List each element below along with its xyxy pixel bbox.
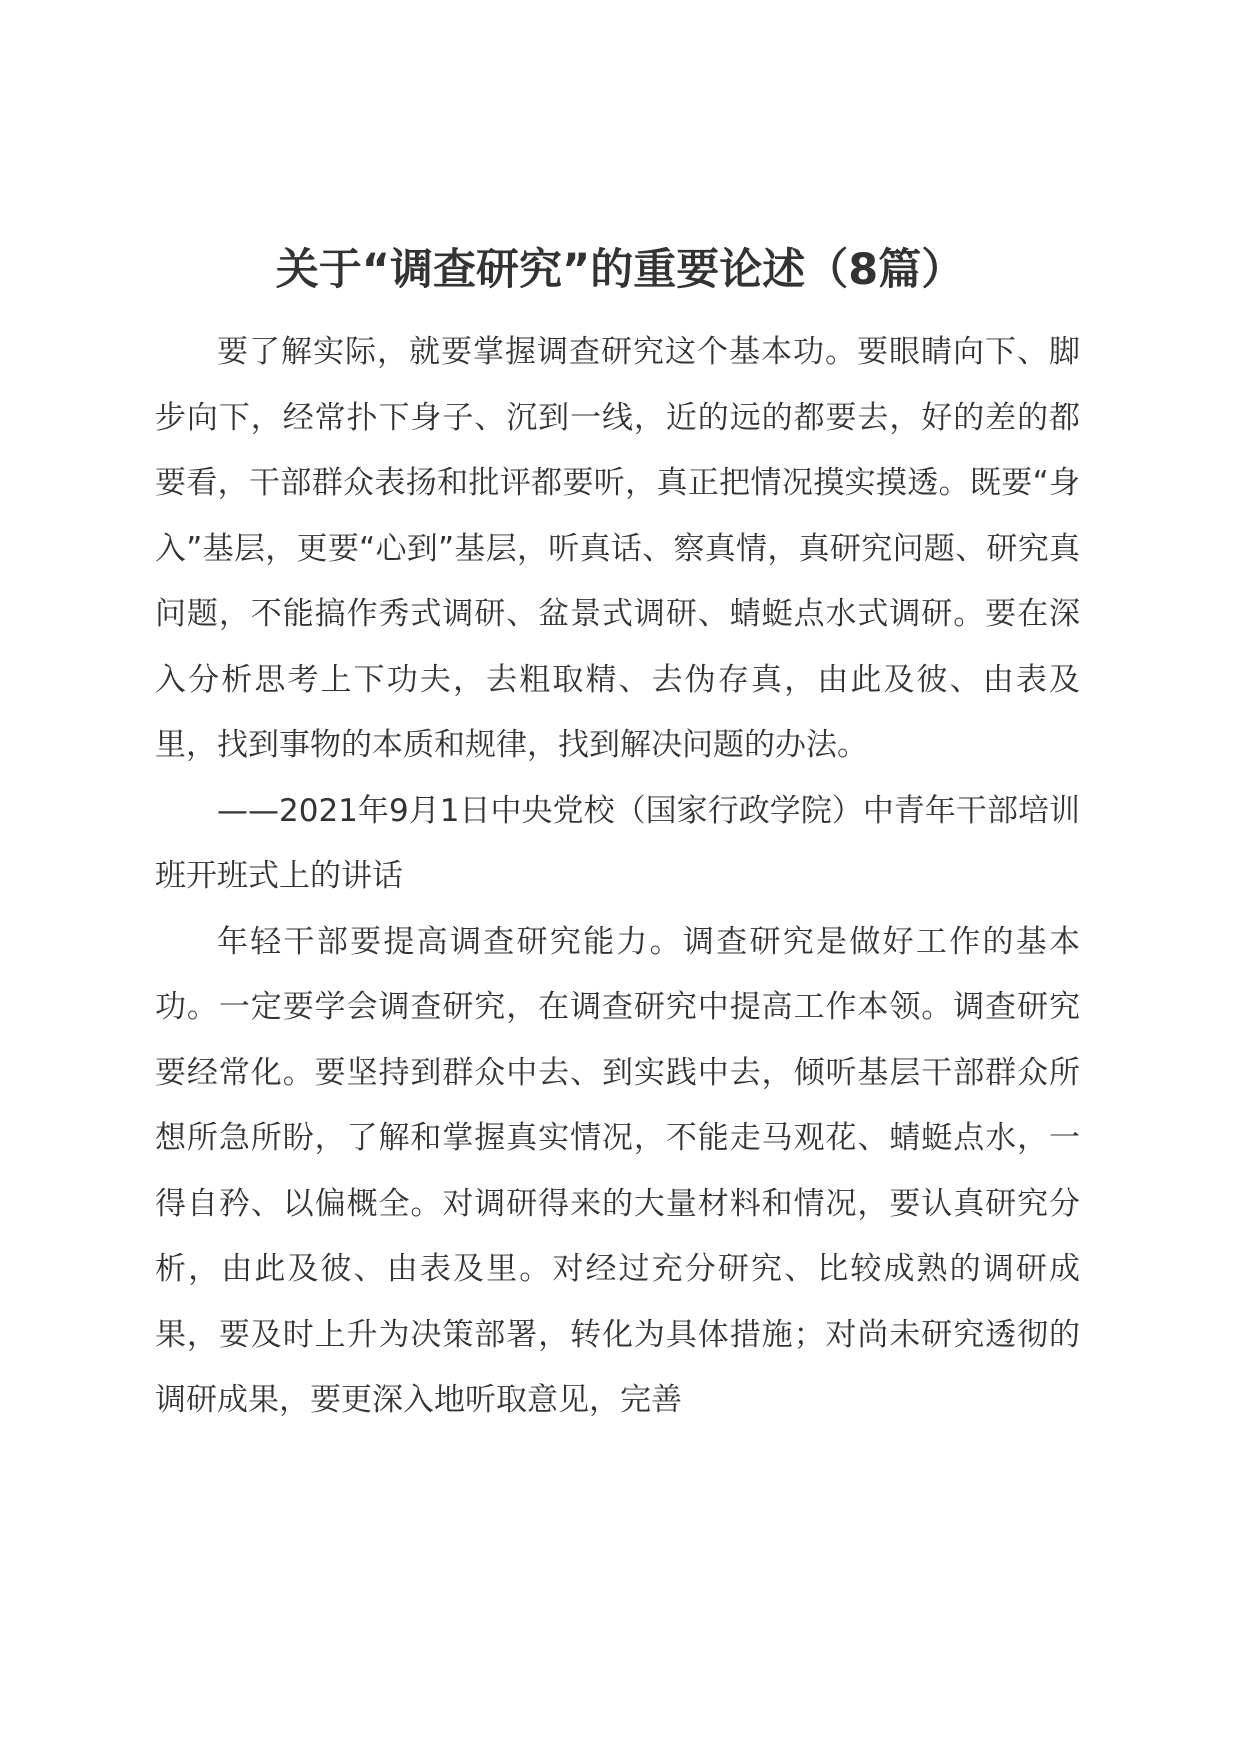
paragraph-1: 要了解实际，就要掌握调查研究这个基本功。要眼睛向下、脚步向下，经常扑下身子、沉到一线，近的远的都要去，好的差的都要看，干部群众表扬和批评都要听，真正把情况摸实摸透。既要“身入”基层，更要“心到”基层，听真话、察真情，真研究问题、研究真问题，不能搞作秀式调研、盆景式调研、蜻蜓点水式调研。要在深入分析思考上下功夫，去粗取精、去伪存真，由此及彼、由表及里，找到事物的本质和规律，找到解决问题的办法。 — [155, 334, 1080, 763]
paragraph-2: 年轻干部要提高调查研究能力。调查研究是做好工作的基本功。一定要学会调查研究，在调查研究中提高工作本领。调查研究要经常化。要坚持到群众中去、到实践中去，倾听基层干部群众所想所急所盼，了解和掌握真实情况，不能走马观花、蜻蜓点水，一得自矜、以偏概全。对调研得来的大量材料和情况，要认真研究分析，由此及彼、由表及里。对经过充分研究、比较成熟的调研成果，要及时上升为决策部署，转化为具体措施；对尚未研究透彻的调研成果，要更深入地听取意见，完善 — [155, 923, 1080, 1418]
paragraph-source-citation: ——2021年9月1日中央党校（国家行政学院）中青年干部培训班开班式上的讲话 — [155, 792, 1080, 894]
document-body — [155, 320, 1080, 1434]
document-title: 关于“调查研究”的重要论述（8篇） — [275, 245, 965, 295]
